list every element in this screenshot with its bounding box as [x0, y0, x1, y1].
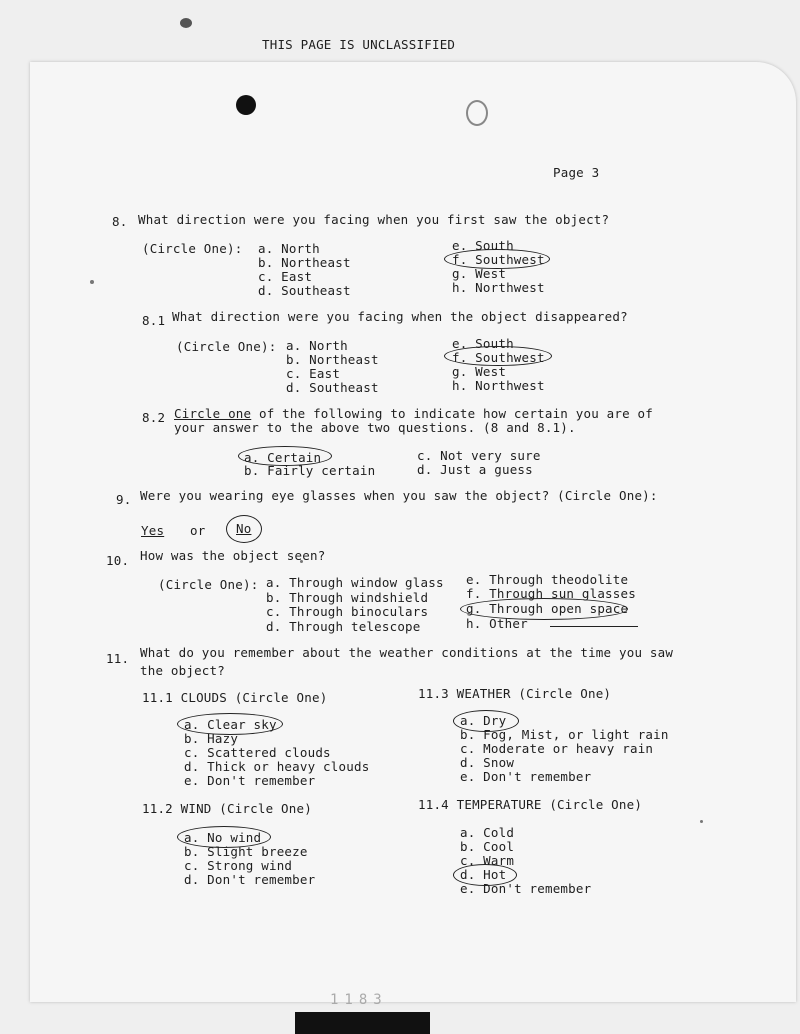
q11-4-option-d: d. Hot [460, 867, 507, 882]
circle-one-underlined: Circle one [174, 406, 252, 421]
q11-question-line1: What do you remember about the weather conditions at the time you saw [140, 645, 674, 660]
q8-2-option-b: b. Fairly certain [244, 463, 376, 478]
q8-number: 8. [112, 214, 128, 229]
q11-4-option-a: a. Cold [460, 825, 515, 840]
q10-option-c: c. Through binoculars [266, 604, 429, 619]
q11-3-answer-circle [453, 710, 519, 732]
q8-1-question: What direction were you facing when the object disappeared? [172, 309, 628, 324]
q8-option-e: e. South [452, 238, 514, 253]
q9-or: or [190, 523, 206, 538]
q8-option-g: g. West [452, 266, 507, 281]
q8-1-answer-circle [444, 346, 552, 366]
q11-3-option-e: e. Don't remember [460, 769, 592, 784]
q8-1-option-h: h. Northwest [452, 378, 545, 393]
q11-2-option-b: b. Slight breeze [184, 844, 308, 859]
q10-option-h: h. Other [466, 616, 528, 631]
q11-4-option-b: b. Cool [460, 839, 515, 854]
footer-bar [295, 1012, 430, 1034]
q10-option-b: b. Through windshield [266, 590, 429, 605]
q8-2-option-c: c. Not very sure [417, 448, 541, 463]
q11-3-option-c: c. Moderate or heavy rain [460, 741, 654, 756]
q10-option-d: d. Through telescope [266, 619, 421, 634]
q8-1-option-d: d. Southeast [286, 380, 379, 395]
q11-4-answer-circle [453, 864, 517, 886]
q10-option-e: e. Through theodolite [466, 572, 629, 587]
q9-yes: Yes [141, 523, 165, 538]
q11-question-line2: the object? [140, 663, 225, 678]
q11-3-title: 11.3 WEATHER (Circle One) [418, 686, 612, 701]
footer-number: 1183 [330, 992, 388, 1008]
speck [700, 820, 703, 823]
speck [90, 280, 94, 284]
q10-answer-circle [460, 598, 628, 620]
q11-2-title: 11.2 WIND (Circle One) [142, 801, 312, 816]
q9-answer-circle [226, 515, 262, 543]
q11-1-answer-circle [177, 713, 283, 735]
q11-2-option-d: d. Don't remember [184, 872, 316, 887]
q11-1-option-d: d. Thick or heavy clouds [184, 759, 370, 774]
q11-number: 11. [106, 651, 130, 666]
q8-option-f: f. Southwest [452, 252, 545, 267]
q11-1-option-b: b. Hazy [184, 731, 239, 746]
q11-1-option-e: e. Don't remember [184, 773, 316, 788]
q11-4-title: 11.4 TEMPERATURE (Circle One) [418, 797, 643, 812]
classification-header: THIS PAGE IS UNCLASSIFIED [262, 37, 456, 52]
q10-option-f: f. Through sun glasses [466, 586, 636, 601]
q10-number: 10. [106, 553, 130, 568]
q8-1-number: 8.1 [142, 313, 166, 328]
q8-option-a: a. North [258, 241, 320, 256]
q11-1-option-a: a. Clear sky [184, 717, 277, 732]
q8-1-option-c: c. East [286, 366, 341, 381]
q11-4-option-e: e. Don't remember [460, 881, 592, 896]
q11-3-option-d: d. Snow [460, 755, 515, 770]
q11-3-option-b: b. Fog, Mist, or light rain [460, 727, 669, 742]
q10-circle-one: (Circle One): [158, 577, 259, 592]
q8-answer-circle [444, 249, 550, 269]
q8-2-option-a: a. Certain [244, 450, 322, 465]
q11-1-title: 11.1 CLOUDS (Circle One) [142, 690, 328, 705]
q9-no: No [236, 521, 252, 536]
q11-1-option-c: c. Scattered clouds [184, 745, 331, 760]
q11-2-answer-circle [177, 826, 271, 848]
q8-option-c: c. East [258, 269, 313, 284]
q8-2-question-line2: your answer to the above two questions. (8 and 8.1). [174, 420, 576, 435]
q8-1-option-f: f. Southwest [452, 350, 545, 365]
q8-1-option-a: a. North [286, 338, 348, 353]
q8-1-option-b: b. Northeast [286, 352, 379, 367]
punch-hole-faint [466, 100, 488, 126]
q11-2-option-a: a. No wind [184, 830, 262, 845]
punch-hole [236, 95, 256, 115]
q11-3-option-a: a. Dry [460, 713, 507, 728]
q8-2-answer-circle [238, 446, 332, 466]
q8-option-h: h. Northwest [452, 280, 545, 295]
q8-circle-one: (Circle One): [142, 241, 243, 256]
q8-2-question-line1 [174, 406, 653, 421]
q10-option-g: g. Through open space [466, 601, 629, 616]
q10-other-blank-line [550, 626, 638, 627]
q8-2-option-d: d. Just a guess [417, 462, 533, 477]
q11-4-option-c: c. Warm [460, 853, 515, 868]
q8-1-circle-one: (Circle One): [176, 339, 277, 354]
q9-number: 9. [116, 492, 132, 507]
q8-question: What direction were you facing when you first saw the object? [138, 212, 610, 227]
speck [180, 18, 192, 28]
q9-question: Were you wearing eye glasses when you saw the object? (Circle One): [140, 488, 658, 503]
q8-option-d: d. Southeast [258, 283, 351, 298]
q8-option-b: b. Northeast [258, 255, 351, 270]
q8-1-option-e: e. South [452, 336, 514, 351]
q10-option-a: a. Through window glass [266, 575, 444, 590]
q8-2-question-rest: of the following to indicate how certain you are of [251, 406, 653, 421]
q8-1-option-g: g. West [452, 364, 507, 379]
q8-2-number: 8.2 [142, 410, 166, 425]
q10-question: How was the object seen? [140, 548, 326, 563]
q11-2-option-c: c. Strong wind [184, 858, 293, 873]
page-number: Page 3 [553, 165, 600, 180]
